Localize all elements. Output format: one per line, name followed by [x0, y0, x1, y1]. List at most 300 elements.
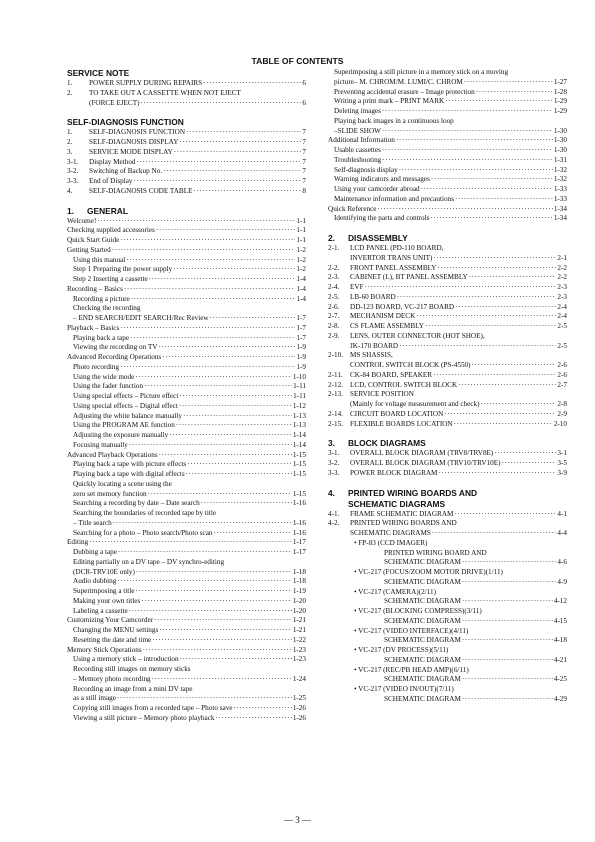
- toc-entry-continued[interactable]: [67, 480, 306, 490]
- toc-entry[interactable]: [67, 334, 306, 344]
- entry-text: Recording still images on memory sticks: [73, 665, 191, 673]
- dot-leader: [169, 431, 292, 441]
- entry-text: Checking supplied accessories: [67, 226, 155, 235]
- toc-entry[interactable]: [328, 185, 567, 195]
- toc-entry[interactable]: [67, 460, 306, 470]
- entry-text: (DCR-TRV10E only): [73, 567, 135, 576]
- page-ref: 1-15: [292, 470, 306, 478]
- toc-entry[interactable]: [328, 214, 567, 224]
- page-ref: 4-18: [553, 636, 567, 645]
- entry-text: • FP-83 (CCD IMAGER): [354, 538, 428, 547]
- entry-text: Recording an image from a mini DV tape: [73, 684, 193, 693]
- toc-entry[interactable]: [328, 78, 567, 88]
- dot-leader: [131, 295, 296, 305]
- page-ref: 1-23: [292, 655, 306, 664]
- toc-entry-continued[interactable]: [328, 539, 567, 549]
- toc-entry[interactable]: [328, 88, 567, 98]
- page-ref: 1-30: [553, 126, 567, 135]
- dot-leader: [124, 285, 296, 295]
- toc-entry-continued[interactable]: [328, 568, 567, 578]
- toc-entry[interactable]: [328, 312, 567, 322]
- toc-entry[interactable]: [328, 558, 567, 568]
- entry-text: Viewing a still picture – Memory photo playback: [73, 713, 215, 722]
- entry-text: Quickly locating a scene using the: [73, 479, 172, 488]
- toc-entry[interactable]: [67, 392, 306, 402]
- toc-entry[interactable]: [67, 538, 306, 548]
- toc-entry[interactable]: [328, 107, 567, 117]
- page-ref: 1-30: [553, 136, 567, 145]
- entry-text: POWER BLOCK DIAGRAM: [350, 468, 438, 477]
- toc-entry-continued[interactable]: [67, 509, 306, 519]
- toc-entry[interactable]: [67, 295, 306, 305]
- toc-entry[interactable]: [67, 412, 306, 422]
- entry-text: Making your own titles: [73, 596, 141, 605]
- page-ref: 1-30: [553, 146, 567, 154]
- page-ref: 1-16: [292, 528, 306, 537]
- toc-entry[interactable]: [67, 636, 306, 646]
- page-ref: 7: [302, 157, 306, 166]
- toc-entry[interactable]: [328, 459, 567, 469]
- page-ref: 1-7: [296, 323, 306, 332]
- page-ref: 2-4: [557, 302, 567, 311]
- toc-entry[interactable]: [328, 175, 567, 185]
- toc-entry-continued[interactable]: [328, 685, 567, 695]
- entry-number: [328, 607, 350, 617]
- toc-entry[interactable]: [67, 607, 306, 617]
- toc-entry[interactable]: [67, 548, 306, 558]
- toc-entry-continued[interactable]: [328, 549, 567, 559]
- page-ref: 1-15: [292, 489, 306, 498]
- entry-text: Focusing manually: [73, 440, 128, 449]
- entry-text: Using special effects – Digital effect: [73, 401, 178, 410]
- toc-entry-continued[interactable]: [328, 646, 567, 656]
- entry-number: 4-2.: [328, 519, 340, 528]
- toc-entry[interactable]: [67, 421, 306, 431]
- page-ref: 1-17: [292, 548, 306, 556]
- page-number: — 3 —: [284, 815, 311, 825]
- toc-entry[interactable]: [328, 136, 567, 146]
- toc-entry[interactable]: [328, 656, 567, 666]
- toc-entry[interactable]: [67, 529, 306, 539]
- dot-leader: [120, 324, 295, 334]
- entry-text: PRINTED WIRING BOARD AND: [384, 548, 487, 557]
- toc-entry[interactable]: [67, 353, 306, 363]
- toc-entry-continued[interactable]: [328, 519, 567, 529]
- dot-leader: [179, 402, 292, 412]
- toc-entry[interactable]: [67, 128, 306, 138]
- section-title: SCHEMATIC DIAGRAMS: [348, 498, 446, 509]
- entry-text: INVERTOR TRANS UNIT): [350, 253, 433, 262]
- toc-entry[interactable]: [328, 283, 567, 293]
- toc-entry[interactable]: [67, 490, 306, 500]
- entry-text: MECHANISM DECK: [350, 312, 416, 321]
- toc-entry[interactable]: [67, 646, 306, 656]
- toc-entry[interactable]: [328, 273, 567, 283]
- entry-text: DD-123 BOARD, VC-217 BOARD: [350, 302, 455, 311]
- toc-entry[interactable]: [67, 217, 306, 227]
- toc-entry-continued[interactable]: [67, 685, 306, 695]
- toc-entry[interactable]: [67, 470, 306, 480]
- entry-text: SCHEMATIC DIAGRAM: [384, 616, 461, 625]
- entry-text: Superimposing a title: [73, 587, 135, 595]
- dot-leader: [156, 226, 296, 236]
- page-ref: 1-31: [553, 155, 567, 164]
- page-ref: 1-11: [293, 392, 306, 400]
- section-number: 2.: [328, 233, 335, 243]
- toc-entry[interactable]: [67, 363, 306, 373]
- dot-leader: [179, 392, 292, 402]
- toc-entry-continued[interactable]: [67, 304, 306, 314]
- dot-leader: [502, 459, 557, 469]
- entry-text: SCHEMATIC DIAGRAM: [384, 577, 461, 586]
- toc-entry[interactable]: [67, 714, 306, 724]
- page-ref: 1-12: [292, 401, 306, 410]
- section-heading: [67, 206, 306, 217]
- toc-entry[interactable]: [67, 373, 306, 383]
- dot-leader: [433, 371, 556, 381]
- page-ref: 1-9: [296, 353, 306, 361]
- dot-leader: [141, 99, 302, 109]
- dot-leader: [137, 158, 302, 168]
- entry-text: Recording – Basics: [67, 284, 123, 293]
- entry-text: TO TAKE OUT A CASSETTE WHEN NOT EJECT: [89, 88, 241, 97]
- dot-leader: [444, 410, 556, 420]
- toc-entry[interactable]: [67, 694, 306, 704]
- dot-leader: [187, 460, 292, 470]
- entry-number: [328, 568, 350, 578]
- toc-entry[interactable]: [67, 226, 306, 236]
- page-ref: 8: [302, 186, 306, 195]
- page-ref: 1-11: [293, 382, 306, 391]
- page-ref: 1-16: [292, 499, 306, 508]
- page-ref: 1-13: [292, 411, 306, 420]
- toc-entry[interactable]: [67, 79, 306, 89]
- toc-entry[interactable]: [328, 254, 567, 264]
- toc-entry[interactable]: [328, 578, 567, 588]
- toc-entry[interactable]: [328, 675, 567, 685]
- dot-leader: [382, 127, 553, 137]
- dot-leader: [494, 449, 556, 459]
- toc-entry[interactable]: [67, 431, 306, 441]
- toc-entry[interactable]: [328, 410, 567, 420]
- toc-entry-continued[interactable]: [328, 117, 567, 127]
- page-ref: 1-2: [296, 255, 306, 264]
- section-heading: [328, 438, 567, 449]
- toc-entry[interactable]: [67, 148, 306, 158]
- dot-leader: [159, 451, 292, 461]
- entry-text: Searching for a photo – Photo search/Photo scan: [73, 528, 213, 537]
- toc-entry[interactable]: [67, 275, 306, 285]
- toc-entry[interactable]: [67, 402, 306, 412]
- entry-number: [328, 666, 350, 676]
- toc-entry-continued[interactable]: [67, 665, 306, 675]
- entry-text: Display Method: [89, 157, 136, 166]
- toc-entry[interactable]: [328, 322, 567, 332]
- toc-entry[interactable]: [67, 382, 306, 392]
- page-ref: 1-9: [296, 362, 306, 371]
- page-ref: 2-7: [557, 380, 567, 389]
- dot-leader: [158, 343, 295, 353]
- dot-leader: [89, 538, 292, 548]
- dot-leader: [118, 548, 292, 558]
- toc-entry[interactable]: [328, 166, 567, 176]
- toc-entry-continued[interactable]: [67, 89, 306, 99]
- dot-leader: [382, 107, 553, 117]
- entry-text: Preventing accidental erasure – Image protection: [334, 87, 475, 96]
- toc-entry[interactable]: [67, 314, 306, 324]
- entry-text: Editing partially on a DV tape – DV synchro-editing: [73, 557, 225, 566]
- page-ref: 2-2: [557, 273, 567, 282]
- entry-text: SCHEMATIC DIAGRAM: [384, 558, 461, 567]
- entry-text: SCHEMATIC DIAGRAMS: [350, 529, 431, 537]
- page-ref: 4-21: [553, 655, 567, 664]
- entry-text: (Mainly for voltage measurement and check): [350, 400, 480, 408]
- page-ref: 2-5: [557, 322, 567, 330]
- entry-text: Dubbing a tape: [73, 548, 117, 556]
- entry-number: 2-11.: [328, 370, 343, 379]
- toc-entry-continued[interactable]: [328, 390, 567, 400]
- toc-entry[interactable]: [67, 675, 306, 685]
- entry-number: 2-13.: [328, 390, 343, 399]
- toc-entry[interactable]: [67, 177, 306, 187]
- entry-text: PRINTED WIRING BOARDS AND: [350, 519, 457, 528]
- dot-leader: [135, 373, 292, 383]
- entry-number: 2-14.: [328, 409, 343, 418]
- entry-text: Identifying the parts and controls: [334, 214, 430, 223]
- section-heading: [67, 68, 306, 79]
- toc-entry[interactable]: [67, 597, 306, 607]
- toc-entry[interactable]: [328, 361, 567, 371]
- entry-text: Using the wide mode: [73, 372, 135, 381]
- toc-entry[interactable]: [67, 499, 306, 509]
- toc-entry[interactable]: [67, 167, 306, 177]
- entry-text: Using the fader function: [73, 382, 144, 391]
- toc-entry-continued[interactable]: [328, 244, 567, 254]
- entry-text: EVF: [350, 283, 364, 291]
- dot-leader: [186, 470, 292, 480]
- toc-entry[interactable]: [67, 577, 306, 587]
- dot-leader: [117, 577, 291, 587]
- toc-entry[interactable]: [328, 264, 567, 274]
- entry-text: Viewing the recording on TV: [73, 343, 158, 352]
- toc-entry[interactable]: [67, 587, 306, 597]
- entry-text: OVERALL BLOCK DIAGRAM (TRV8/TRV8E): [350, 449, 494, 458]
- toc-entry[interactable]: [67, 236, 306, 246]
- page-ref: 2-10: [553, 419, 567, 428]
- toc-entry[interactable]: [67, 187, 306, 197]
- entry-number: 3-1.: [328, 449, 340, 458]
- dot-leader: [129, 441, 292, 451]
- dot-leader: [437, 264, 556, 274]
- entry-number: [328, 588, 350, 598]
- entry-text: Searching the boundaries of recorded tape by title: [73, 509, 217, 517]
- toc-entry[interactable]: [328, 510, 567, 520]
- page-ref: 1-20: [292, 606, 306, 615]
- dot-leader: [186, 128, 301, 138]
- dot-leader: [173, 265, 295, 275]
- toc-entry[interactable]: [67, 158, 306, 168]
- toc-entry[interactable]: [328, 420, 567, 430]
- dot-leader: [462, 695, 553, 705]
- entry-text: CABINET (L), BT PANEL ASSEMBLY: [350, 273, 468, 282]
- section-title: PRINTED WIRING BOARDS AND: [348, 487, 478, 498]
- entry-text: (FORCE EJECT): [89, 98, 140, 107]
- entry-number: 4-1.: [328, 509, 340, 518]
- dot-leader: [216, 714, 292, 724]
- toc-entry[interactable]: [328, 469, 567, 479]
- toc-entry[interactable]: [67, 519, 306, 529]
- toc-entry[interactable]: [328, 617, 567, 627]
- toc-entry[interactable]: [328, 97, 567, 107]
- entry-text: zero set memory function: [73, 489, 147, 498]
- entry-text: Changing the MENU settings: [73, 626, 159, 634]
- toc-entry[interactable]: [67, 324, 306, 334]
- toc-entry[interactable]: [328, 146, 567, 156]
- toc-entry[interactable]: [328, 597, 567, 607]
- page-ref: 1-15: [292, 450, 306, 459]
- toc-entry-continued[interactable]: [328, 68, 567, 78]
- toc-entry[interactable]: [67, 626, 306, 636]
- page-ref: 1-7: [296, 314, 306, 322]
- page-ref: 2-4: [557, 312, 567, 321]
- dot-leader: [154, 616, 292, 626]
- toc-entry[interactable]: [328, 156, 567, 166]
- toc-entry[interactable]: [328, 303, 567, 313]
- toc-entry[interactable]: [328, 636, 567, 646]
- entry-text: SCHEMATIC DIAGRAM: [384, 597, 461, 606]
- page-ref: 1-32: [553, 175, 567, 184]
- toc-entry-continued[interactable]: [328, 588, 567, 598]
- entry-number: 3-3.: [328, 468, 340, 477]
- page-ref: 1-4: [296, 275, 306, 283]
- toc-entry-continued[interactable]: [328, 332, 567, 342]
- toc-entry-continued[interactable]: [328, 607, 567, 617]
- toc-entry-continued[interactable]: [67, 558, 306, 568]
- toc-entry[interactable]: [328, 293, 567, 303]
- dot-leader: [143, 646, 292, 656]
- entry-number: 2.: [67, 88, 73, 97]
- toc-entry[interactable]: [328, 342, 567, 352]
- toc-entry[interactable]: [67, 343, 306, 353]
- indent: [350, 549, 384, 559]
- dot-leader: [464, 78, 553, 88]
- toc-entry[interactable]: [67, 285, 306, 295]
- page-ref: 1-2: [296, 245, 306, 254]
- entry-text: as a still image: [73, 694, 116, 703]
- entry-text: Advanced Playback Operations: [67, 450, 158, 459]
- toc-entry[interactable]: [328, 381, 567, 391]
- toc-entry[interactable]: [67, 568, 306, 578]
- toc-entry[interactable]: [67, 616, 306, 626]
- entry-text: Advanced Recording Operations: [67, 353, 162, 361]
- dot-leader: [469, 273, 557, 283]
- toc-entry[interactable]: [328, 205, 567, 215]
- entry-number: [328, 549, 350, 559]
- entry-text: SCHEMATIC DIAGRAM: [384, 675, 461, 684]
- section-spacer: [67, 197, 306, 206]
- dot-leader: [458, 381, 556, 391]
- entry-text: –SLIDE SHOW: [334, 126, 381, 135]
- dot-leader: [113, 519, 292, 529]
- dot-leader: [454, 420, 553, 430]
- dot-leader: [416, 312, 556, 322]
- page-ref: 2-3: [557, 292, 567, 301]
- section-spacer: [328, 479, 567, 488]
- toc-entry[interactable]: [67, 704, 306, 714]
- entry-number: 1.: [67, 128, 73, 137]
- dot-leader: [203, 79, 301, 89]
- entry-number: 2.: [67, 138, 73, 146]
- page-ref: 4-15: [553, 616, 567, 625]
- toc-entry[interactable]: [67, 451, 306, 461]
- dot-leader: [476, 88, 553, 98]
- toc-entry[interactable]: [328, 127, 567, 137]
- entry-text: Step 1 Preparing the power supply: [73, 265, 173, 274]
- section-heading: [328, 233, 567, 244]
- entry-text: FLEXIBLE BOARDS LOCATION: [350, 419, 453, 428]
- toc-entry-continued[interactable]: [328, 351, 567, 361]
- section-title: GENERAL: [87, 205, 128, 216]
- entry-text: Using the PROGRAM AE function: [73, 421, 175, 430]
- entry-text: Audio dubbing: [73, 577, 117, 586]
- entry-text: SCHEMATIC DIAGRAM: [384, 655, 461, 664]
- dot-leader: [201, 499, 292, 509]
- section-heading: [328, 499, 567, 510]
- entry-text: Copying still images from a recorded tape – Photo save: [73, 704, 233, 712]
- dot-leader: [174, 148, 302, 158]
- toc-entry[interactable]: [328, 400, 567, 410]
- toc-entry-continued[interactable]: [328, 627, 567, 637]
- page-ref: 1-19: [292, 587, 306, 595]
- page-ref: 4-6: [557, 558, 567, 567]
- toc-entry[interactable]: [328, 529, 567, 539]
- entry-text: Maintenance information and precautions: [334, 194, 454, 203]
- entry-number: 2-5.: [328, 292, 340, 301]
- toc-entry[interactable]: [67, 138, 306, 148]
- entry-text: Using a memory stick – introduction: [73, 655, 179, 664]
- dot-leader: [163, 167, 301, 177]
- entry-text: • VC-217 (VIDEO IN/OUT)(7/11): [354, 685, 454, 693]
- entry-text: – Title search: [73, 518, 112, 527]
- dot-leader: [396, 136, 553, 146]
- toc-entry[interactable]: [67, 256, 306, 266]
- entry-text: picture– M. CHROM/M. LUMI/C. CHROM: [334, 77, 463, 86]
- entry-text: SELF-DIAGNOSIS DISPLAY: [89, 138, 179, 146]
- dot-leader: [462, 675, 553, 685]
- toc-entry[interactable]: [328, 371, 567, 381]
- page-ref: 1-14: [292, 431, 306, 439]
- entry-text: LCD PANEL (PD-110 BOARD,: [350, 244, 444, 252]
- dot-leader: [399, 342, 556, 352]
- entry-number: [328, 539, 350, 549]
- entry-number: 3.: [67, 147, 73, 156]
- toc-entry[interactable]: [328, 195, 567, 205]
- section-number: 3.: [328, 438, 335, 449]
- toc-entry[interactable]: [328, 449, 567, 459]
- toc-entry-continued[interactable]: [328, 666, 567, 676]
- section-number: 4.: [328, 487, 335, 498]
- toc-entry[interactable]: [328, 695, 567, 705]
- toc-entry[interactable]: [67, 265, 306, 275]
- toc-entry[interactable]: [67, 655, 306, 665]
- toc-entry[interactable]: [67, 246, 306, 256]
- entry-text: SELF-DIAGNOSIS FUNCTION: [89, 128, 186, 137]
- page-ref: 1-13: [292, 421, 306, 430]
- page-ref: 1-26: [292, 713, 306, 722]
- toc-entry[interactable]: [67, 441, 306, 451]
- toc-entry[interactable]: [67, 99, 306, 109]
- dot-leader: [462, 617, 553, 627]
